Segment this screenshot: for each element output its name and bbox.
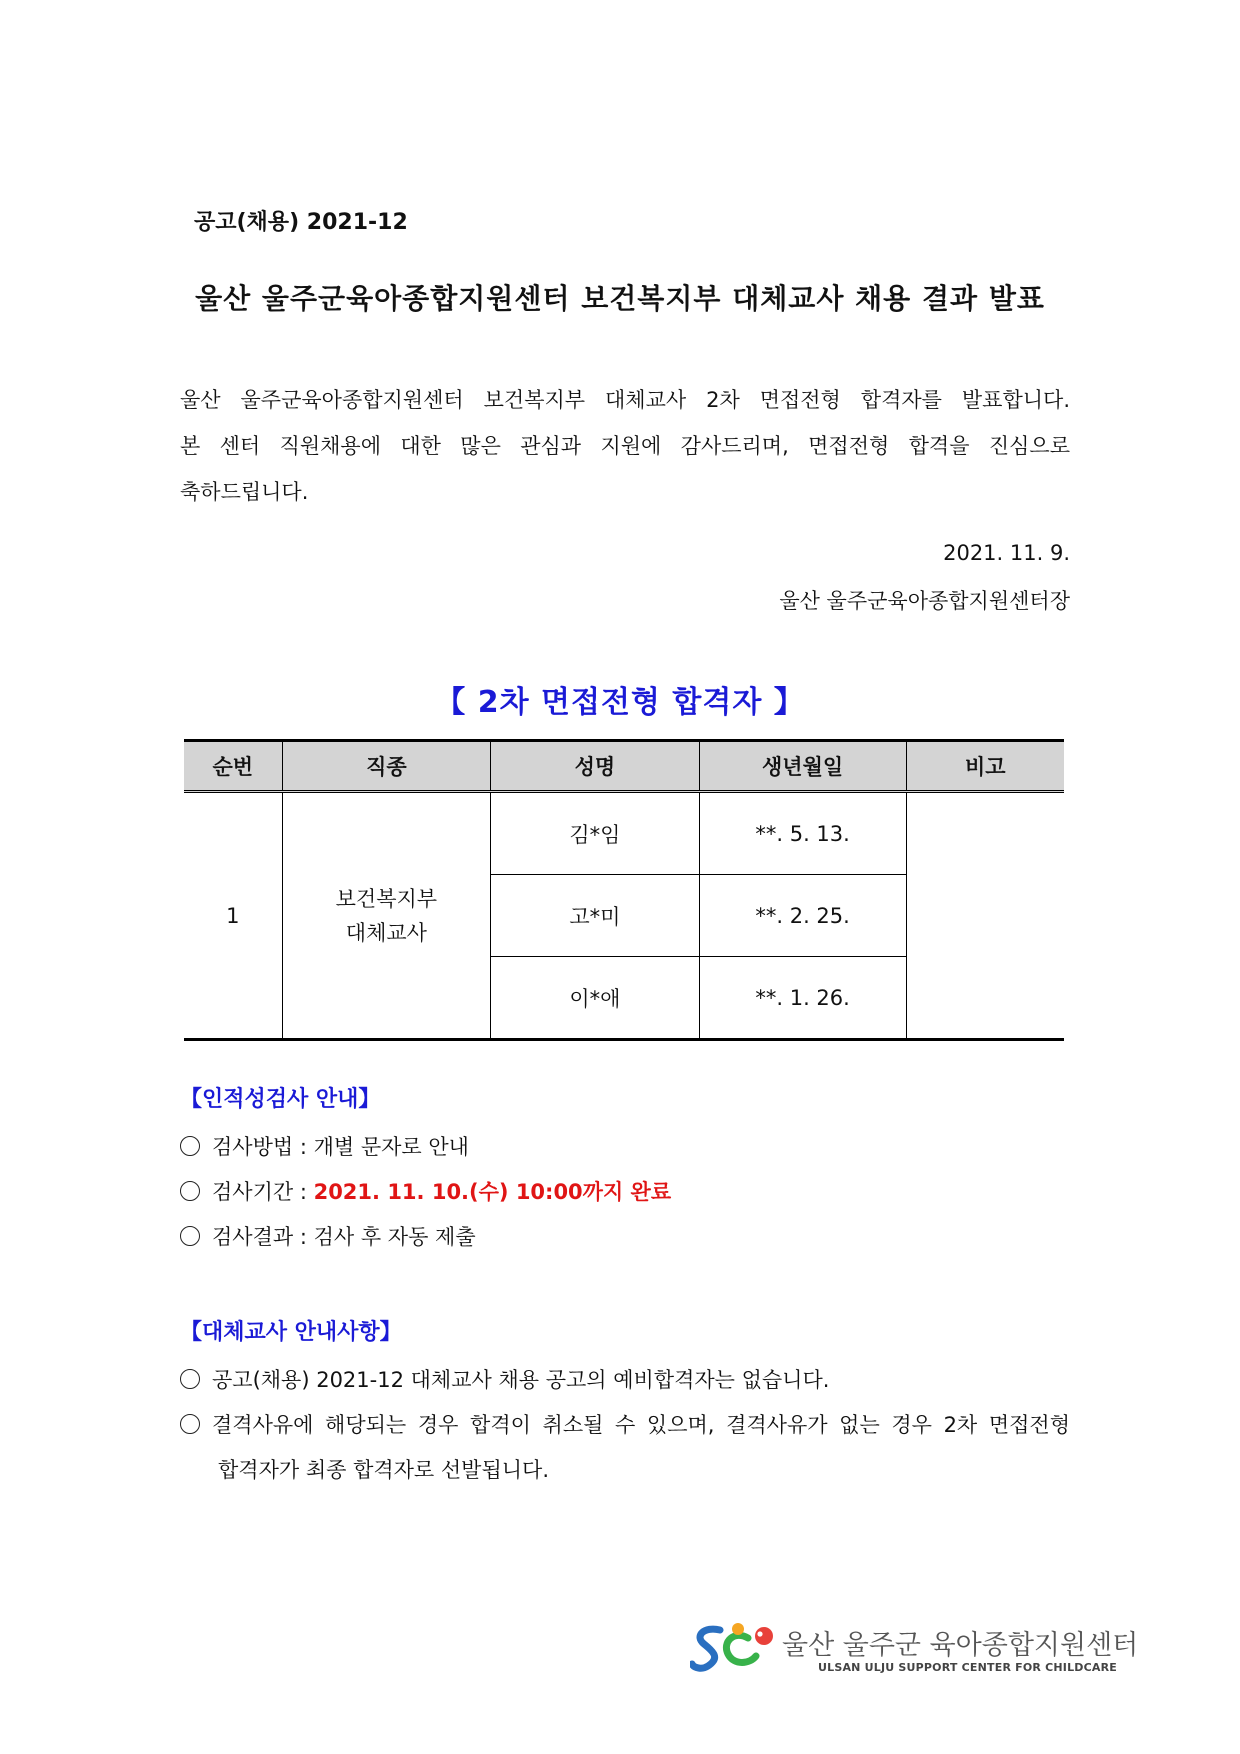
- item-text: 결격사유에 해당되는 경우 합격이 취소될 수 있으며, 결격사유가 없는 경우 2차 면접전형: [212, 1413, 1070, 1437]
- list-item-continuation: 합격자가 최종 합격자로 선발됩니다.: [218, 1458, 549, 1482]
- list-item: [180, 1409, 1070, 1439]
- cell-name: 이*애: [491, 957, 700, 1040]
- circle-bullet-icon: [180, 1226, 200, 1246]
- circle-bullet-icon: [180, 1181, 200, 1201]
- announcement-date: 2021. 11. 9.: [943, 541, 1070, 565]
- cell-birth: **. 2. 25.: [699, 875, 906, 957]
- center-logo-name: 울산 울주군 육아종합지원센터: [782, 1630, 1139, 1661]
- circle-bullet-icon: [180, 1414, 200, 1434]
- job-line: 보건복지부: [335, 886, 438, 911]
- notice-number: 공고(채용) 2021-12: [194, 210, 408, 235]
- item-value: 개별 문자로 안내: [313, 1135, 469, 1159]
- cell-job: [282, 792, 491, 1040]
- intro-paragraph: [180, 377, 1070, 515]
- issuer: 울산 울주군육아종합지원센터장: [779, 589, 1070, 613]
- list-item: [180, 1364, 829, 1394]
- header-job: 직종: [282, 741, 491, 792]
- section-heading-substitute: 【대체교사 안내사항】: [180, 1320, 402, 1345]
- cell-name: 고*미: [491, 875, 700, 957]
- header-birth: 생년월일: [699, 741, 906, 792]
- header-number: 순번: [184, 741, 282, 792]
- item-label: 검사방법 :: [212, 1135, 314, 1159]
- result-table: [184, 739, 1064, 1041]
- item-value: 검사 후 자동 제출: [313, 1225, 476, 1249]
- list-item: [180, 1131, 469, 1161]
- section-heading-aptitude: 【인적성검사 안내】: [180, 1087, 381, 1112]
- cell-number: 1: [184, 792, 282, 1040]
- center-logo-subtitle: ULSAN ULJU SUPPORT CENTER FOR CHILDCARE: [818, 1661, 1118, 1674]
- document-title: 울산 울주군육아종합지원센터 보건복지부 대체교사 채용 결과 발표: [195, 282, 1045, 315]
- intro-line: 본 센터 직원채용에 대한 많은 관심과 지원에 감사드리며, 면접전형 합격을 진심으로: [180, 434, 1070, 458]
- table-header-row: [184, 741, 1064, 792]
- cell-name: 김*임: [491, 792, 700, 875]
- list-item: [180, 1221, 476, 1251]
- intro-line: 울산 울주군육아종합지원센터 보건복지부 대체교사 2차 면접전형 합격자를 발표합니다.: [180, 388, 1070, 412]
- cell-birth: **. 5. 13.: [699, 792, 906, 875]
- table-row: [184, 792, 1064, 875]
- intro-line: 축하드립니다.: [180, 480, 309, 504]
- cell-note: [906, 792, 1064, 1040]
- circle-bullet-icon: [180, 1369, 200, 1389]
- table-title: 【 2차 면접전형 합격자 】: [435, 685, 805, 720]
- circle-bullet-icon: [180, 1136, 200, 1156]
- item-label: 검사기간 :: [212, 1180, 314, 1204]
- header-note: 비고: [906, 741, 1064, 792]
- job-line: 대체교사: [345, 920, 427, 945]
- header-name: 성명: [491, 741, 700, 792]
- center-logo-icon: [690, 1620, 776, 1676]
- item-value-highlight: 2021. 11. 10.(수) 10:00까지 완료: [313, 1180, 672, 1204]
- item-label: 검사결과 :: [212, 1225, 314, 1249]
- list-item: [180, 1176, 671, 1206]
- item-text: 공고(채용) 2021-12 대체교사 채용 공고의 예비합격자는 없습니다.: [212, 1368, 830, 1392]
- cell-birth: **. 1. 26.: [699, 957, 906, 1040]
